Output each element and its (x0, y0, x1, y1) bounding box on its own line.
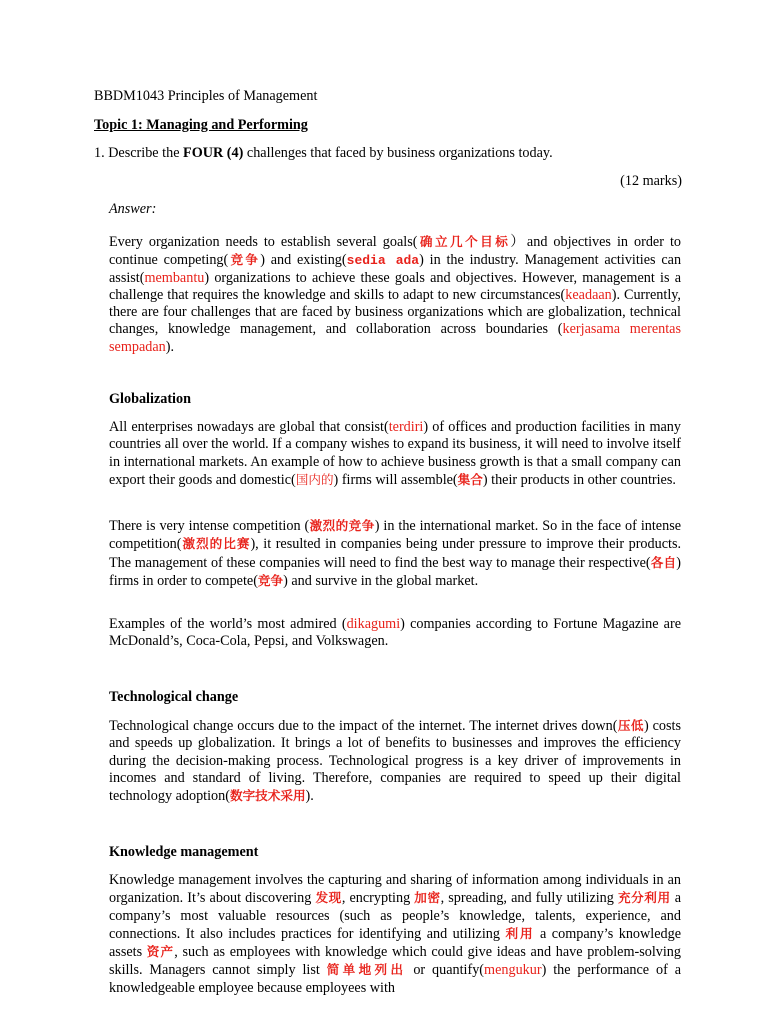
text-run: or quantify( (406, 962, 485, 979)
text-run: ) their products in other countries. (482, 471, 676, 488)
text-run: , encrypting (341, 890, 415, 907)
text-run: ). (305, 788, 314, 805)
text-run: , such as employees with knowledge which could give ideas and have problem-solving skills. Managers cannot simply list (109, 944, 681, 979)
section-heading-globalization: Globalization (109, 391, 191, 407)
knowledge-paragraph (109, 872, 681, 997)
translation-note: 激烈的比赛 (181, 536, 251, 552)
text-run: ) in the industry. Management activities can assist( (109, 252, 682, 286)
text-run: , spreading, and fully utilizing (440, 890, 618, 907)
translation-note: 激烈的竞争 (309, 518, 375, 533)
text-run: All enterprises nowadays are global that consist( (109, 419, 389, 435)
technological-paragraph (109, 717, 681, 805)
text-run: ) and survive in the global market. (283, 572, 479, 589)
text-run: ) costs and speeds up globalization. It brings a lot of benefits to businesses and improves the efficiency during the decision-making process. Technological progress is a key driver of improvements in incomes and standard of living. Therefore, companies are required to speed up their digital technology adoption( (109, 718, 682, 805)
text-run: ) the performance of a knowledgeable employee because employees with (109, 962, 682, 996)
text-run: ) organizations to achieve these goals and objectives. However, management is a challenge that requires the knowledge and skills to adapt to new circumstances( (109, 269, 681, 303)
text-run: a company’s knowledge assets (109, 925, 681, 961)
text-run: ) in the international market. So in the face of intense competition( (109, 518, 682, 553)
translation-note: 利用 (505, 925, 535, 941)
translation-note: 压低 (617, 718, 644, 733)
translation-note: 发现 (315, 890, 342, 906)
section-heading-technological-change: Technological change (109, 689, 239, 705)
translation-note: 加密 (414, 890, 441, 906)
text-run: There is very intense competition ( (109, 518, 310, 534)
text-run: ) of offices and production facilities in many countries all over the world. If a company wishes to expand its business, it will need to involve itself in international markets. An example of how to achieve business growth is that a small company can export their goods and domestic( (109, 419, 681, 488)
translation-note: membantu (144, 269, 205, 286)
text-run: ) companies according to Fortune Magazine are McDonald’s, Coca-Cola, Pepsi, and Volkswagen. (109, 616, 681, 650)
translation-note: kerjasama merentas sempadan (109, 321, 681, 355)
section-heading-knowledge-management: Knowledge management (109, 844, 259, 860)
text-run: ) firms in order to compete( (109, 554, 682, 589)
text-run: ). (165, 338, 175, 355)
answer-label: Answer: (109, 201, 157, 217)
question-text (94, 145, 553, 162)
translation-note: dikagumi (346, 616, 401, 632)
course-title: BBDM1043 Principles of Management (94, 88, 318, 104)
translation-note: 各自 (650, 554, 677, 570)
text-run: ) and existing( (260, 252, 347, 269)
translation-note: sedia ada (346, 253, 420, 269)
text-run: Technological change occurs due to the impact of the internet. The internet drives down( (109, 718, 618, 734)
translation-note: 充分利用 (617, 890, 671, 906)
translation-note: 国内的 (295, 471, 334, 487)
translation-note: 确立几个目标 (417, 234, 511, 249)
translation-note: 集合 (457, 471, 483, 487)
translation-note: 竞争 (257, 572, 284, 588)
question-emphasis: FOUR (4) (183, 145, 244, 161)
text-run: ）and objectives in order to continue competing( (109, 234, 681, 269)
globalization-paragraph-2 (109, 517, 681, 590)
globalization-paragraph-3 (109, 616, 681, 651)
text-run: Examples of the world’s most admired ( (109, 616, 347, 632)
translation-note: mengukur (484, 962, 542, 979)
translation-note: keadaan (565, 286, 612, 303)
marks-label: (12 marks) (620, 173, 682, 189)
translation-note: 资产 (146, 944, 175, 960)
text-run: a company’s most valuable resources (such as people’s knowledge, talents, experience, and connections. It also includes practices for identifying and utilizing (109, 890, 682, 942)
question-suffix: challenges that faced by business organizations today. (243, 145, 553, 161)
question-prefix: 1. Describe the (94, 145, 184, 161)
translation-note: 简单地列出 (326, 962, 407, 978)
text-run: Knowledge management involves the capturing and sharing of information among individuals in an organization. It’s about discovering (109, 872, 681, 907)
text-run: Every organization needs to establish several goals( (109, 234, 418, 250)
translation-note: 数字技术采用 (229, 788, 306, 804)
text-run: ) firms will assemble( (333, 471, 458, 488)
translation-note: 竞争 (228, 252, 261, 268)
text-run: ). Currently, there are four challenges that are faced by business organizations which are globalization, technical changes, knowledge management, and collaboration across boundaries ( (109, 286, 681, 338)
translation-note: terdiri (388, 419, 424, 435)
globalization-paragraph-1 (109, 419, 681, 489)
text-run: ), it resulted in companies being under pressure to improve their products. The management of these companies will need to find the best way to manage their respective( (109, 536, 682, 571)
topic-heading: Topic 1: Managing and Performing (94, 117, 308, 133)
intro-paragraph (109, 233, 681, 356)
